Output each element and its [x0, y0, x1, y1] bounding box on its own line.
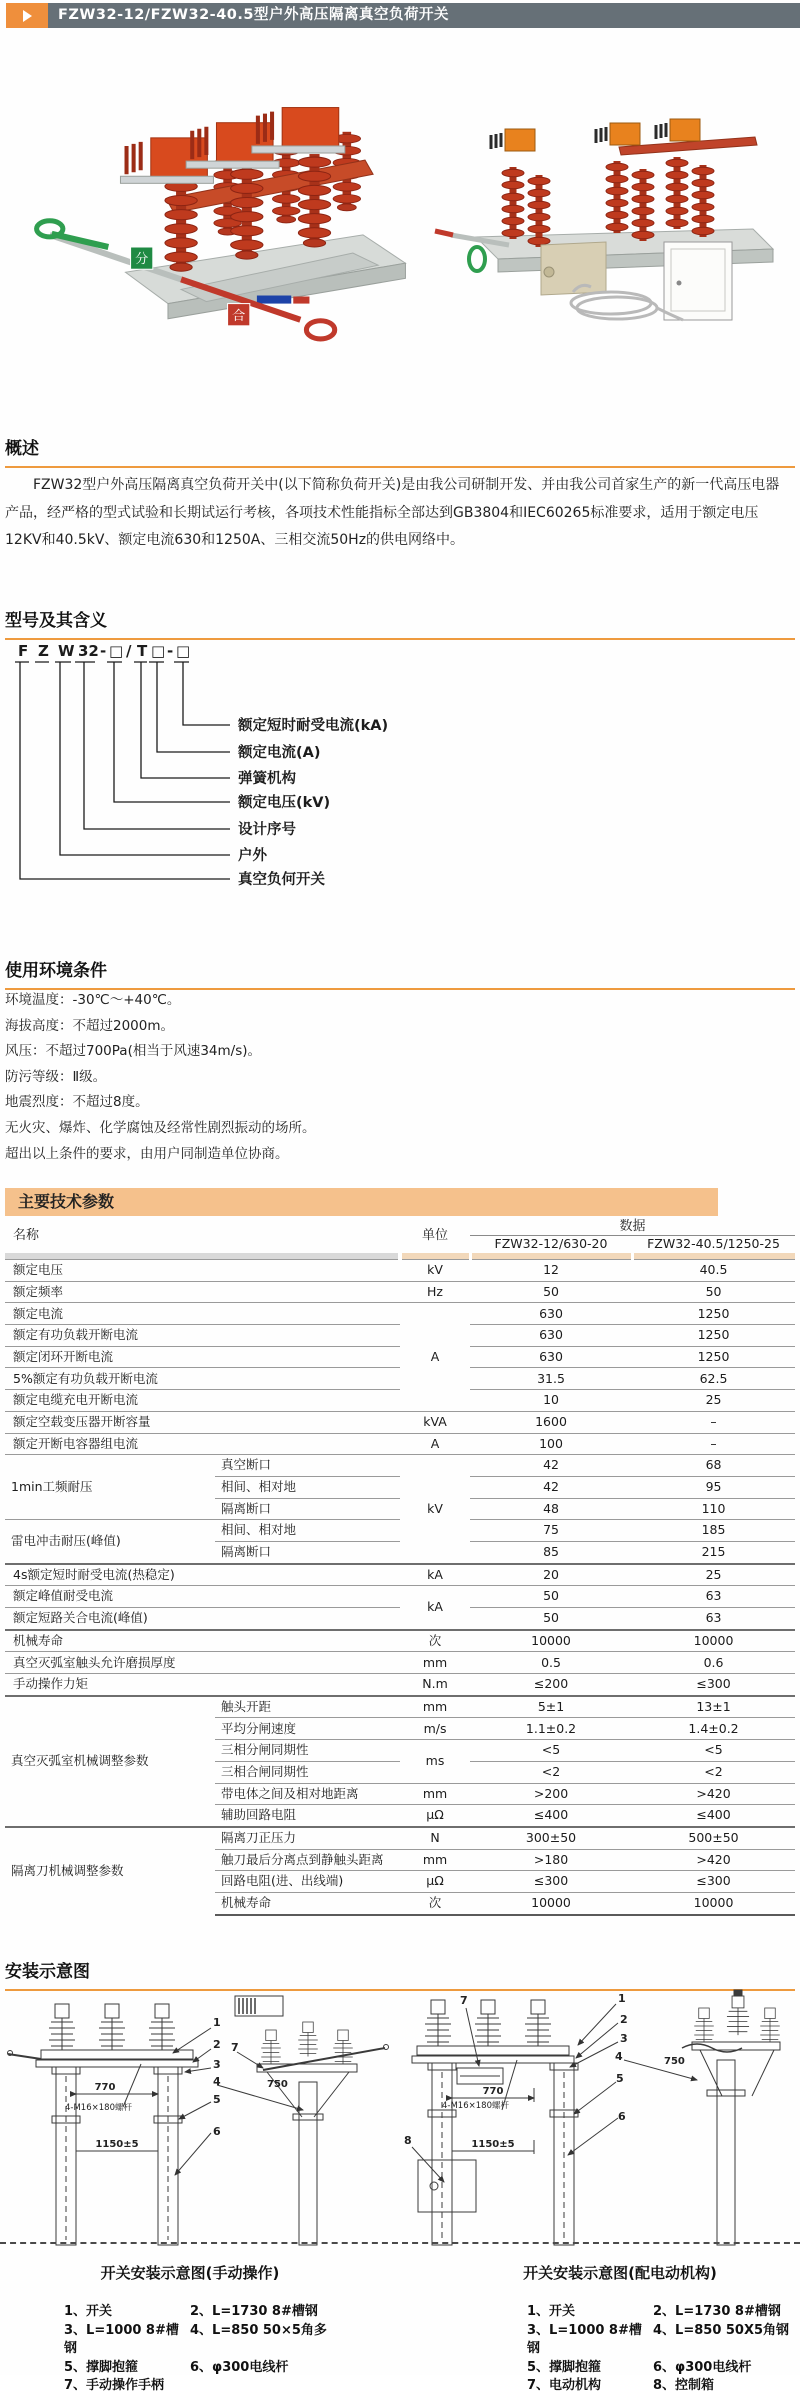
col-header-name: 名称: [13, 1228, 40, 1244]
param-name: 额定开断电容器组电流: [5, 1433, 400, 1455]
product-photo-right: [420, 87, 782, 322]
param-unit: mm: [400, 1849, 470, 1871]
diagram-number: 8: [404, 2134, 412, 2147]
param-name: 额定电缆充电开断电流: [5, 1390, 400, 1412]
model-label: 户外: [238, 848, 267, 864]
param-value: –: [632, 1411, 795, 1433]
param-subname: 相间、相对地: [215, 1476, 400, 1498]
param-value: 50: [470, 1281, 632, 1303]
param-unit: A: [400, 1303, 470, 1411]
dim-bolt: 4-M16×180螺杆: [442, 2101, 509, 2111]
param-value: ≤300: [470, 1871, 632, 1893]
param-name: 额定峰值耐受电流: [5, 1586, 400, 1608]
model-code-char: T: [137, 642, 148, 660]
param-subname: 带电体之间及相对地距离: [215, 1783, 400, 1805]
param-value: 42: [470, 1476, 632, 1498]
model-label: 额定电压(kV): [238, 795, 331, 811]
param-unit: 次: [400, 1892, 470, 1914]
dim-1150: 1150±5: [471, 2139, 515, 2150]
dim-750: 750: [267, 2079, 288, 2090]
param-group: 真空灭弧室机械调整参数: [5, 1696, 215, 1827]
param-subname: 真空断口: [215, 1455, 400, 1477]
param-value: 5±1: [470, 1696, 632, 1718]
param-value: ≤400: [470, 1805, 632, 1827]
param-value: ≤300: [632, 1871, 795, 1893]
param-value: 25: [632, 1390, 795, 1412]
param-value: 110: [632, 1498, 795, 1520]
model-label: 额定电流(A): [238, 745, 321, 761]
page-title: FZW32-12/FZW32-40.5型户外高压隔离真空负荷开关: [58, 7, 449, 23]
dim-1150: 1150±5: [95, 2139, 139, 2150]
param-value: 20: [470, 1564, 632, 1586]
model-label: 弹簧机构: [238, 771, 296, 787]
param-value: <2: [470, 1761, 632, 1783]
legend-item: 1、开关: [64, 2304, 113, 2319]
diagram-number: 5: [616, 2072, 624, 2085]
param-name: 机械寿命: [5, 1630, 400, 1652]
diagram-number: 4: [213, 2075, 221, 2088]
param-value: 63: [632, 1586, 795, 1608]
diagram-number: 6: [618, 2110, 626, 2123]
param-group: 1min工频耐压: [5, 1455, 215, 1520]
param-value: 1.1±0.2: [470, 1718, 632, 1740]
param-unit: N: [400, 1827, 470, 1849]
diagram-number: 7: [231, 2041, 239, 2054]
param-value: 0.6: [632, 1652, 795, 1674]
play-triangle-icon: [23, 10, 32, 22]
model-code-char: /: [126, 642, 132, 660]
model-label: 额定短时耐受电流(kA): [238, 718, 389, 734]
installation-diagram-manual: [5, 1990, 390, 2245]
param-value: 50: [470, 1608, 632, 1630]
param-value: >420: [632, 1783, 795, 1805]
param-value: 10000: [632, 1892, 795, 1914]
param-value: 10: [470, 1390, 632, 1412]
environment-line: 环境温度：-30℃～+40℃。: [5, 992, 181, 1008]
param-value: 13±1: [632, 1696, 795, 1718]
diagram-number: 1: [213, 2016, 221, 2029]
param-value: 500±50: [632, 1827, 795, 1849]
environment-line: 地震烈度：不超过8度。: [5, 1094, 149, 1111]
param-value: 12: [470, 1260, 632, 1282]
param-name: 额定闭环开断电流: [5, 1346, 400, 1368]
param-unit: kV: [400, 1455, 470, 1564]
param-value: 1250: [632, 1303, 795, 1325]
product-photo-left: [28, 55, 410, 343]
param-value: 0.5: [470, 1652, 632, 1674]
legend-motor: [527, 2303, 789, 2396]
param-subname: 隔离刀正压力: [215, 1827, 400, 1849]
param-value: ≤200: [470, 1674, 632, 1696]
legend-item: 5、撑脚抱箍: [64, 2359, 139, 2375]
param-unit: kVA: [400, 1411, 470, 1433]
param-value: 215: [632, 1541, 795, 1563]
dim-770: 770: [482, 2086, 504, 2097]
environment-line: 防污等级：Ⅱ级。: [5, 1068, 107, 1085]
param-subname: 机械寿命: [215, 1892, 400, 1914]
param-value: 31.5: [470, 1368, 632, 1390]
ground-line: [0, 2242, 800, 2244]
dim-bolt: 4-M16×180螺杆: [65, 2103, 132, 2113]
param-value: 62.5: [632, 1368, 795, 1390]
param-name: 额定电压: [5, 1260, 400, 1282]
param-unit: m/s: [400, 1718, 470, 1740]
param-value: 630: [470, 1346, 632, 1368]
installation-diagram-motor: [402, 1990, 792, 2245]
diagram-number: 7: [460, 1994, 468, 2007]
dim-770: 770: [94, 2082, 116, 2093]
model-code-char: W: [58, 642, 75, 660]
legend-item: 3、L=1000 8#槽钢: [64, 2322, 179, 2356]
param-value: 48: [470, 1498, 632, 1520]
param-subname: 相间、相对地: [215, 1520, 400, 1542]
param-value: 42: [470, 1455, 632, 1477]
environment-conditions: [5, 988, 785, 1167]
model-code-char: -: [167, 642, 174, 660]
model-label: 设计序号: [238, 822, 296, 838]
param-value: ≤400: [632, 1805, 795, 1827]
param-unit: mm: [400, 1783, 470, 1805]
col-header-model2: FZW32-40.5/1250-25: [647, 1236, 780, 1252]
model-code-char: -: [100, 642, 107, 660]
param-unit: ms: [400, 1740, 470, 1783]
param-subname: 三相分闸同期性: [215, 1740, 400, 1762]
legend-item: 4、L=850 50X5角钢: [653, 2322, 790, 2338]
product-photos: [28, 55, 788, 345]
param-value: >200: [470, 1783, 632, 1805]
model-code-char: 32: [78, 642, 99, 660]
param-unit: mm: [400, 1652, 470, 1674]
param-value: 95: [632, 1476, 795, 1498]
model-code-char: □: [151, 642, 166, 660]
param-value: 630: [470, 1303, 632, 1325]
param-value: <2: [632, 1761, 795, 1783]
legend-manual: [64, 2303, 327, 2396]
param-value: 100: [470, 1433, 632, 1455]
model-code-char: Z: [38, 642, 49, 660]
diagram-number: 3: [213, 2058, 221, 2071]
diagram-number: 6: [213, 2125, 221, 2138]
param-subname: 三相合闸同期性: [215, 1761, 400, 1783]
model-code-diagram: [8, 638, 568, 896]
param-unit: kA: [400, 1586, 470, 1630]
params-table: [5, 1220, 795, 1916]
overview-paragraph: FZW32型户外高压隔离真空负荷开关中(以下简称负荷开关)是由我公司研制开发、并由我公司首家生产的新一代高压电器产品，经严格的型式试验和长期试运行考核，各项技术性能指标全部达到GB3804和IEC60265标准要求，适用于额定电压12KV和40.5kV、额定电流630和1250A、三相交流50Hz的供电网络中。: [5, 477, 780, 548]
param-value: 1250: [632, 1346, 795, 1368]
param-unit: 次: [400, 1630, 470, 1652]
title-bar-strip: [48, 3, 800, 28]
params-heading-bar: 主要技术参数: [5, 1188, 718, 1216]
legend-item: 7、电动机构: [527, 2378, 602, 2393]
param-value: 25: [632, 1564, 795, 1586]
param-value: 10000: [470, 1630, 632, 1652]
legend-item: 2、L=1730 8#槽钢: [653, 2304, 781, 2319]
handle-close-label: 合: [232, 308, 246, 324]
param-value: 630: [470, 1325, 632, 1347]
dim-750: 750: [664, 2056, 685, 2067]
param-value: ≤300: [632, 1674, 795, 1696]
environment-line: 无火灾、爆炸、化学腐蚀及经常性剧烈振动的场所。: [5, 1119, 316, 1136]
param-value: 185: [632, 1520, 795, 1542]
param-value: 300±50: [470, 1827, 632, 1849]
param-subname: 辅助回路电阻: [215, 1805, 400, 1827]
param-value: 1.4±0.2: [632, 1718, 795, 1740]
model-heading: 型号及其含义: [5, 606, 795, 640]
param-value: –: [632, 1433, 795, 1455]
param-name: 额定有功负载开断电流: [5, 1325, 400, 1347]
param-subname: 触刀最后分离点到静触头距离: [215, 1849, 400, 1871]
param-name: 额定频率: [5, 1281, 400, 1303]
col-header-unit: 单位: [422, 1228, 449, 1244]
diagram-number: 2: [620, 2013, 628, 2026]
legend-item: 7、手动操作手柄: [64, 2378, 165, 2393]
param-unit: μΩ: [400, 1871, 470, 1893]
param-name: 真空灭弧室触头允许磨损厚度: [5, 1652, 400, 1674]
legend-item: 6、φ300电线杆: [190, 2359, 289, 2375]
param-name: 4s额定短时耐受电流(热稳定): [5, 1564, 400, 1586]
title-bar: [6, 3, 800, 28]
legend-item: 6、φ300电线杆: [653, 2359, 752, 2375]
diagram-number: 4: [615, 2050, 623, 2063]
param-value: 75: [470, 1520, 632, 1542]
environment-line: 风压：不超过700Pa(相当于风速34m/s)。: [5, 1043, 262, 1060]
param-value: 68: [632, 1455, 795, 1477]
overview-heading: 概述: [5, 434, 795, 468]
diagram-number: 3: [620, 2032, 628, 2045]
model-code-char: F: [18, 642, 29, 660]
param-value: 63: [632, 1608, 795, 1630]
param-value: 1250: [632, 1325, 795, 1347]
param-subname: 隔离断口: [215, 1541, 400, 1563]
legend-item: 8、控制箱: [653, 2378, 715, 2393]
param-value: 1600: [470, 1411, 632, 1433]
param-name: 手动操作力矩: [5, 1674, 400, 1696]
environment-heading: 使用环境条件: [5, 956, 795, 990]
col-header-data: 数据: [470, 1220, 795, 1236]
param-unit: μΩ: [400, 1805, 470, 1827]
param-subname: 平均分闸速度: [215, 1718, 400, 1740]
model-code-char: □: [109, 642, 124, 660]
param-value: <5: [632, 1740, 795, 1762]
param-value: 10000: [632, 1630, 795, 1652]
legend-item: 3、L=1000 8#槽钢: [527, 2322, 642, 2356]
param-group: 隔离刀机械调整参数: [5, 1827, 215, 1915]
param-subname: 隔离断口: [215, 1498, 400, 1520]
param-subname: 回路电阻(进、出线端): [215, 1871, 400, 1893]
param-group: 雷电冲击耐压(峰值): [5, 1520, 215, 1564]
param-unit: N.m: [400, 1674, 470, 1696]
diagram-number: 5: [213, 2093, 221, 2106]
installation-heading: 安装示意图: [5, 1957, 795, 1991]
param-value: 85: [470, 1541, 632, 1563]
param-subname: 触头开距: [215, 1696, 400, 1718]
col-header-model1: FZW32-12/630-20: [494, 1236, 608, 1252]
diagram-number: 1: [618, 1992, 626, 2005]
diagram-number: 2: [213, 2038, 221, 2051]
param-name: 5%额定有功负载开断电流: [5, 1368, 400, 1390]
model-code-char: □: [176, 642, 191, 660]
param-value: 50: [470, 1586, 632, 1608]
param-value: 10000: [470, 1892, 632, 1914]
legend-item: 5、撑脚抱箍: [527, 2359, 602, 2375]
param-unit: mm: [400, 1696, 470, 1718]
param-unit: kV: [400, 1260, 470, 1282]
param-unit: A: [400, 1433, 470, 1455]
model-label: 真空负何开关: [238, 872, 325, 888]
param-value: >420: [632, 1849, 795, 1871]
param-unit: Hz: [400, 1281, 470, 1303]
param-name: 额定电流: [5, 1303, 400, 1325]
legend-item: 2、L=1730 8#槽钢: [190, 2304, 318, 2319]
param-value: 40.5: [632, 1260, 795, 1282]
legend-item: 1、开关: [527, 2304, 576, 2319]
legend-item: 4、L=850 50×5角多: [190, 2322, 327, 2338]
param-value: 50: [632, 1281, 795, 1303]
param-name: 额定空载变压器开断容量: [5, 1411, 400, 1433]
param-value: >180: [470, 1849, 632, 1871]
param-unit: kA: [400, 1564, 470, 1586]
environment-line: 海拔高度：不超过2000m。: [5, 1017, 175, 1034]
caption-motor: 开关安装示意图(配电动机构): [523, 2264, 717, 2282]
param-name: 额定短路关合电流(峰值): [5, 1608, 400, 1630]
caption-manual: 开关安装示意图(手动操作): [100, 2264, 280, 2282]
params-table-wrap: [5, 1220, 795, 1916]
environment-line: 超出以上条件的要求，由用户同制造单位协商。: [5, 1145, 289, 1162]
param-value: <5: [470, 1740, 632, 1762]
handle-open-label: 分: [135, 252, 149, 268]
title-flag: [6, 3, 48, 28]
